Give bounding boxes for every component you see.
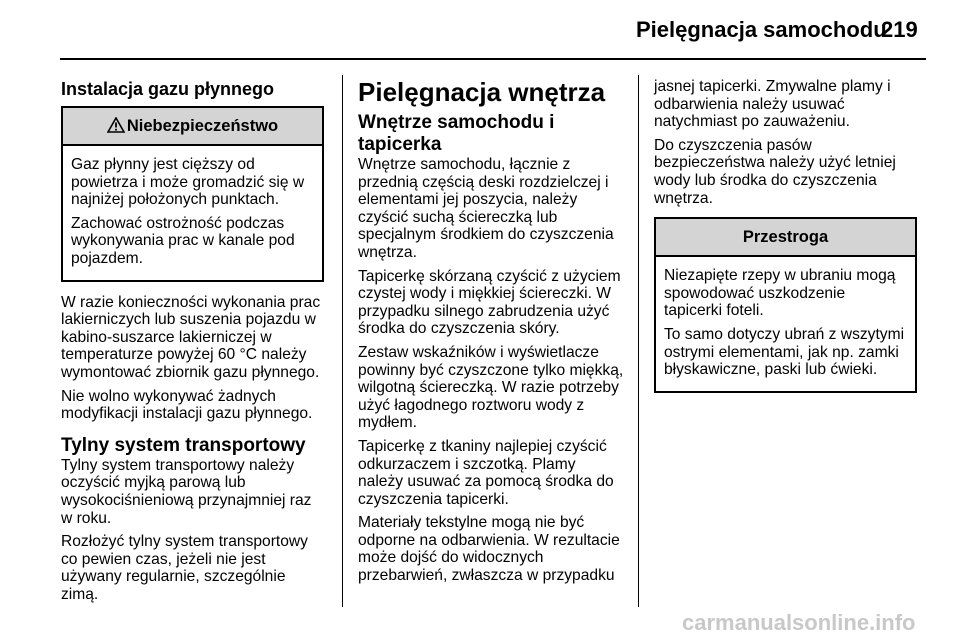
page-number: 219 (881, 17, 918, 42)
section-heading-rear-carrier: Tylny system transportowy (61, 434, 306, 456)
warning-text-2: Zachować ostrożność podczas wykonywania prac w kanale pod pojazdem. (71, 214, 295, 267)
paragraph-stains: jasnej tapicerki. Zmywalne plamy i odbarwienia należy usuwać natychmiast po zauważeniu. (654, 78, 891, 131)
column-divider-2 (638, 75, 639, 607)
paragraph-displays: Zestaw wskaźników i wyświetlacze powinny być czyszczone tylko miękką, wilgotną ściereczką. W razie potrzeby użyć łagodnego roztworu wody z mydłem. (358, 343, 624, 432)
warning-text-1: Gaz płynny jest cięższy od powietrza i może gromadzić się w najniżej położonych punktach. (71, 156, 305, 209)
caution-text-2: To samo dotyczy ubrań z wszytymi ostrymi elementami, jak np. zamki błyskawiczne, paski lub ćwieki. (664, 325, 905, 379)
caution-box (654, 217, 917, 393)
header-rule (60, 58, 926, 60)
paragraph-rear-carrier-clean: Tylny system transportowy należy oczyścić myjką parową lub wysokociśnieniową przynajmniej raz w roku. (61, 456, 312, 527)
column-2 (358, 78, 624, 591)
column-1 (61, 78, 326, 609)
watermark: carmanualsonline.info (682, 610, 916, 635)
paragraph-seat-belts: Do czyszczenia pasów bezpieczeństwa należy użyć letniej wody lub środka do czyszczenia wnętrza. (654, 136, 896, 207)
caution-box-header: Przestroga (656, 219, 915, 257)
warning-box-header (63, 108, 322, 146)
paragraph-textiles: Materiały tekstylne mogą nie być odporne na odbarwienia. W rezultacie może dojść do widocznych przebarwień, zwłaszcza w przypadku (358, 514, 620, 585)
subsection-heading-interior: Wnętrze samochodu i tapicerka (358, 112, 555, 155)
paragraph-rear-carrier-extend: Rozłożyć tylny system transportowy co pewien czas, jeżeli nie jest używany regularnie, szczególnie zimą. (61, 533, 308, 603)
paragraph-painting: W razie konieczności wykonania prac lakierniczych lub suszenia pojazdu w kabino-suszarce lakierniczej w temperaturze powyżej 60 °C należy wymontować zbiornik gazu płynnego. (61, 293, 321, 381)
paragraph-interior-clean: Wnętrze samochodu, łącznie z przednią częścią deski rozdzielczej i elementami jej poszycia, należy czyścić suchą ściereczką lub specjalnym środkiem do czyszczenia wnętrza. (358, 156, 614, 261)
warning-box-label: Niebezpieczeństwo (126, 117, 279, 135)
warning-box-body (63, 146, 322, 280)
section-heading-lpg: Instalacja gazu płynnego (61, 79, 275, 99)
warning-box (61, 106, 324, 282)
caution-text-1: Niezapięte rzepy w ubraniu mogą spowodować uszkodzenie tapicerki foteli. (664, 267, 896, 320)
paragraph-fabric: Tapicerkę z tkaniny najlepiej czyścić odkurzaczem i szczotką. Plamy należy usuwać za pomocą środka do czyszczenia tapicerki. (358, 437, 614, 508)
section-heading-interior-care: Pielęgnacja wnętrza (358, 77, 606, 107)
column-divider-1 (342, 75, 343, 607)
paragraph-leather: Tapicerkę skórzaną czyścić z użyciem czystej wody i miękkiej ściereczki. W przypadku silnego zabrudzenia użyć środka do czyszczenia skóry. (358, 267, 621, 338)
paragraph-modifications: Nie wolno wykonywać żadnych modyfikacji instalacji gazu płynnego. (61, 387, 313, 423)
caution-box-body (656, 257, 915, 391)
column-3 (654, 78, 920, 393)
warning-triangle-icon (107, 110, 125, 146)
running-header-title: Pielęgnacja samochodu (636, 17, 887, 42)
